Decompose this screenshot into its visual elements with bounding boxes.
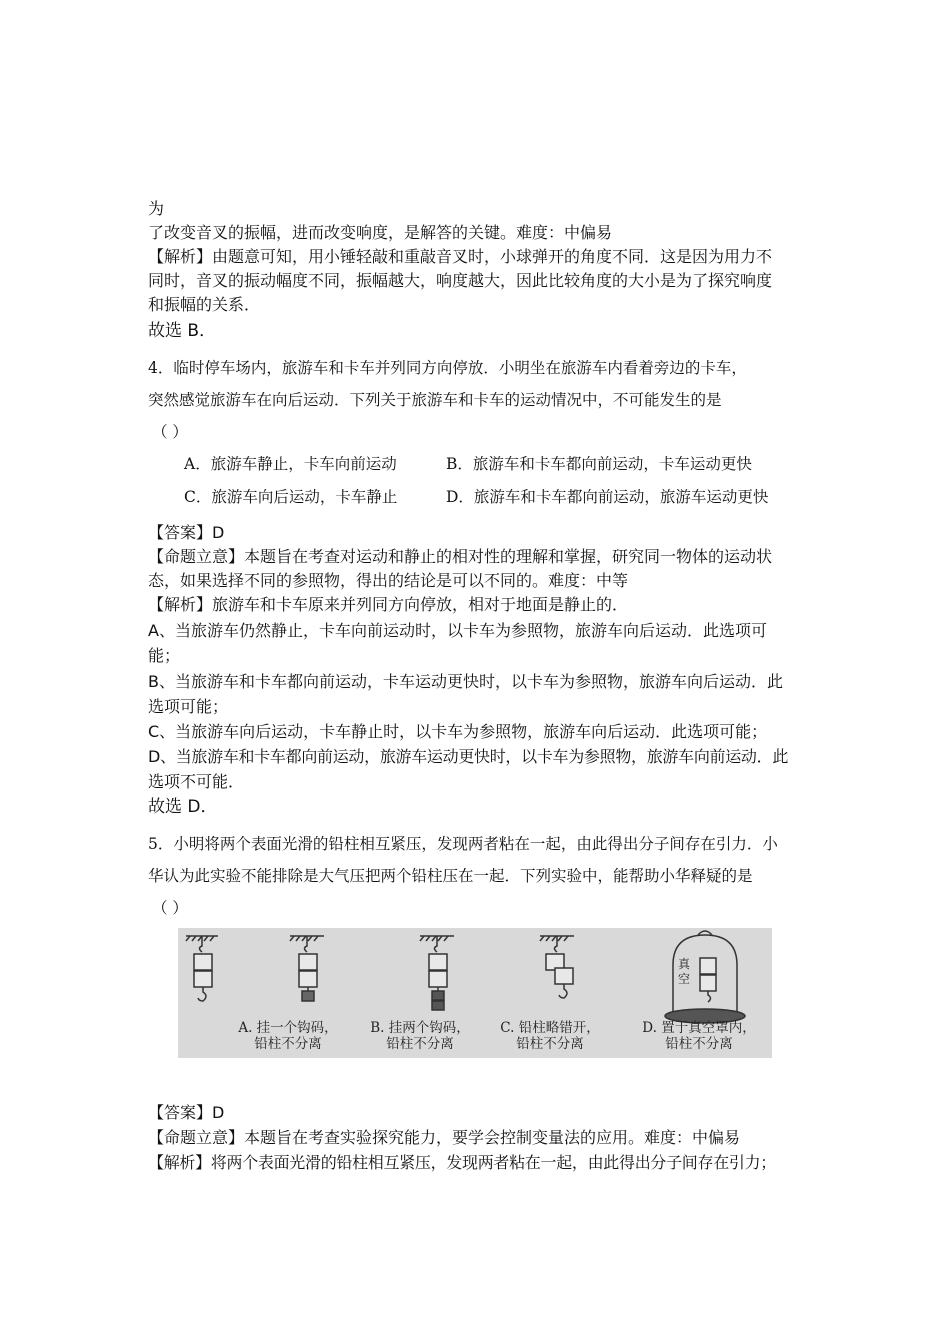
- caption-b-line1: B. 挂两个钩码，: [370, 1020, 470, 1036]
- caption-c-line2: 铅柱不分离: [516, 1036, 584, 1052]
- text-line: 为: [148, 199, 165, 218]
- text-line: 【解析】由题意可知，用小锤轻敲和重敲音叉时，小球弹开的角度不同．这是因为用力不: [148, 247, 773, 266]
- caption-a-line2: 铅柱不分离: [254, 1036, 322, 1052]
- caption-d-line1: D. 置于真空罩内，: [642, 1020, 756, 1036]
- q4-option-d: D．旅游车和卡车都向前运动，旅游车运动更快: [446, 488, 769, 506]
- q4-analysis-a2: 能；: [148, 646, 181, 665]
- q4-intent-line1: 【命题立意】本题旨在考查对运动和静止的相对性的理解和掌握，研究同一物体的运动状: [148, 547, 773, 566]
- q4-analysis-line: 【解析】旅游车和卡车原来并列同方向停放，相对于地面是静止的．: [148, 595, 629, 614]
- q4-analysis-c1: C、当旅游车向后运动，卡车静止时，以卡车为参照物，旅游车向后运动．此选项可能；: [148, 722, 768, 741]
- q5-intent: 【命题立意】本题旨在考查实验探究能力，要学会控制变量法的应用。难度：中偏易: [148, 1128, 741, 1147]
- q5-paren: （ ）: [152, 899, 188, 917]
- caption-c-line1: C. 铅柱略错开，: [500, 1020, 600, 1036]
- experiment-figure: [178, 928, 772, 1058]
- caption-b: [350, 1020, 490, 1052]
- caption-b-line2: 铅柱不分离: [386, 1036, 454, 1052]
- q4-answer: 【答案】D: [148, 523, 225, 542]
- q5-answer: 【答案】D: [148, 1103, 225, 1122]
- vacuum-label-2: 空: [678, 972, 691, 986]
- q4-intent-line2: 态，如果选择不同的参照物，得出的结论是可以不同的。难度：中等: [148, 571, 629, 590]
- q5-stem-line2: 华认为此实验不能排除是大气压把两个铅柱压在一起．下列实验中，能帮助小华释疑的是: [148, 867, 753, 885]
- text-line: 了改变音叉的振幅，进而改变响度，是解答的关键。难度：中偏易: [148, 223, 613, 242]
- choose-line: 故选 B．: [148, 321, 217, 341]
- caption-d-line2: 铅柱不分离: [665, 1036, 733, 1052]
- q4-option-c: C．旅游车向后运动，卡车静止: [184, 488, 398, 506]
- q4-choose: 故选 D．: [148, 797, 218, 817]
- q4-analysis-a1: A、当旅游车仍然静止，卡车向前运动时，以卡车为参照物，旅游车向后运动．此选项可: [148, 621, 767, 640]
- q5-stem-line1: 5．小明将两个表面光滑的铅柱相互紧压，发现两者粘在一起，由此得出分子间存在引力．小: [148, 835, 778, 853]
- q4-stem-line2: 突然感觉旅游车在向后运动．下列关于旅游车和卡车的运动情况中，不可能发生的是: [148, 391, 722, 409]
- caption-a-line1: A. 挂一个钩码，: [238, 1020, 338, 1036]
- text-line: 和振幅的关系．: [148, 295, 261, 314]
- q4-analysis-d2: 选项不可能．: [148, 772, 245, 791]
- q4-analysis-b1: B、当旅游车和卡车都向前运动，卡车运动更快时，以卡车为参照物，旅游车向后运动．此: [148, 672, 783, 691]
- caption-a: [218, 1020, 358, 1052]
- q5-analysis: 【解析】将两个表面光滑的铅柱相互紧压，发现两者粘在一起，由此得出分子间存在引力；: [148, 1153, 777, 1172]
- text-line: 同时，音叉的振动幅度不同，振幅越大，响度越大，因此比较角度的大小是为了探究响度: [148, 271, 773, 290]
- q4-analysis-d1: D、当旅游车和卡车都向前运动，旅游车运动更快时，以卡车为参照物，旅游车向前运动．此: [148, 747, 789, 766]
- q4-stem-line1: 4．临时停车场内，旅游车和卡车并列同方向停放．小明坐在旅游车内看着旁边的卡车，: [148, 359, 747, 377]
- q4-analysis-b2: 选项可能；: [148, 697, 229, 716]
- caption-c: [480, 1020, 620, 1052]
- vacuum-label-1: 真: [678, 957, 691, 971]
- q4-paren: （ ）: [152, 423, 188, 441]
- q4-option-a: A．旅游车静止，卡车向前运动: [184, 455, 397, 473]
- caption-d: [624, 1020, 772, 1052]
- q4-option-b: B．旅游车和卡车都向前运动，卡车运动更快: [446, 455, 752, 473]
